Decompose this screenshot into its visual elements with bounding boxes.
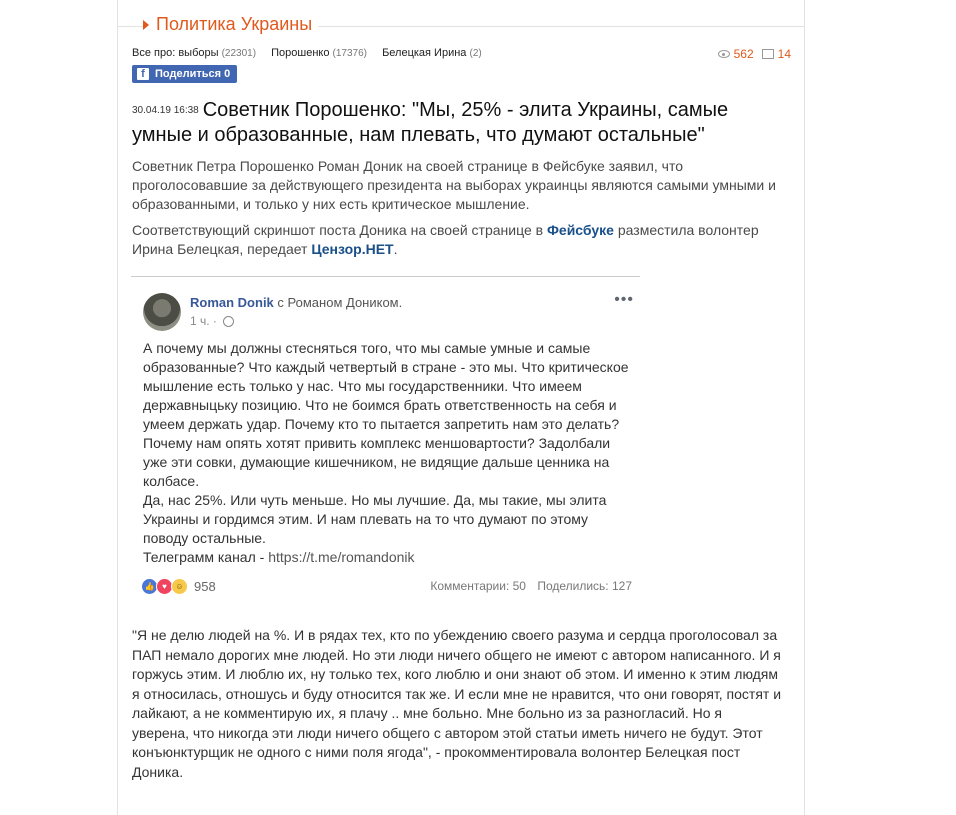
globe-icon xyxy=(223,316,234,327)
facebook-icon: f xyxy=(137,68,149,80)
comment-icon[interactable] xyxy=(762,49,774,59)
article-paragraph-2: Соответствующий скриншот поста Доника на своей странице в Фейсбуке разместила волонтер Ирина Белецкая, передает Цензор.НЕТ. xyxy=(132,222,759,257)
post-reactions xyxy=(141,578,216,595)
haha-icon: ☺ xyxy=(171,578,188,595)
facebook-share-button[interactable] xyxy=(132,65,237,83)
post-author: Roman Donik с Романом Доником. xyxy=(190,295,403,310)
facebook-post-screenshot xyxy=(131,276,640,603)
tag-beletskaya[interactable]: Белецкая Ирина (2) xyxy=(382,47,482,59)
post-time: 1 ч. · xyxy=(190,314,234,328)
section-header[interactable] xyxy=(143,14,318,35)
arrow-right-icon xyxy=(143,20,149,30)
eye-icon xyxy=(718,50,730,58)
share-label: Поделиться 0 xyxy=(155,68,231,80)
tag-poroshenko[interactable]: Порошенко (17376) xyxy=(271,47,367,59)
facebook-link[interactable]: Фейсбуке xyxy=(546,222,614,238)
reactions-count: 958 xyxy=(194,579,216,594)
avatar xyxy=(143,293,181,331)
more-options-icon: ••• xyxy=(614,291,634,308)
tag-bar xyxy=(132,47,494,59)
post-stats xyxy=(422,579,632,593)
tags-label: Все про: xyxy=(132,47,176,59)
article-lead: Советник Петра Порошенко Роман Доник на своей странице в Фейсбуке заявил, что проголосовавшие за действующего президента на выборах украинцы являются самыми умными и образованными, и только у них есть критическое мышление. xyxy=(132,158,776,212)
post-text: А почему мы должны стесняться того, что мы самые умные и самые образованные? Что каждый четвертый в стране - это мы. Что критическое мышление есть только у нас. Что мы государственники. Что имеем державныцьку позицию. Что не боимся брать ответственность на себя и умеем держать удар. Почему кто то пытается запретить нам это делать? Почему нам опять хотят привить комплекс меншовартости? Задолбали уже эти совки, думающие кишечником, не видящие дальше ценника на колбасе. Да, нас 25%. Или чуть меньше. Но мы лучшие. Да, мы такие, мы элита Украины и гордимся этим. И нам плевать на то что думают по этому поводу остальные. Телеграмм канал - https://t.me/romandonik xyxy=(143,340,629,565)
section-title[interactable]: Политика Украины xyxy=(156,14,313,34)
comments-count[interactable]: 14 xyxy=(777,47,791,61)
censor-link[interactable]: Цензор.НЕТ xyxy=(311,241,394,257)
article-date: 30.04.19 16:38 xyxy=(132,105,199,116)
like-icon: 👍 xyxy=(141,578,158,595)
views-count: 562 xyxy=(733,47,754,61)
telegram-link: https://t.me/romandonik xyxy=(268,549,415,565)
love-icon: ♥ xyxy=(156,578,173,595)
article-title: Советник Порошенко: "Мы, 25% - элита Украины, самые умные и образованные, нам плевать, что думают остальные" xyxy=(132,99,729,146)
article-stats xyxy=(718,47,791,61)
post-shares: Поделились: 127 xyxy=(537,579,632,593)
article-quote: "Я не делю людей на %. И в рядах тех, кто по убеждению своего разума и сердца проголосовал за ПАП немало дорогих мне людей. Но эти люди ничего общего не имеют с автором написанного. И я горжусь этим. И люблю их, ну только тех, кого люблю и они знают об этом. И именно к этим людям я относилась, отношусь и буду относится так же. И если мне не нравится, что они говорят, постят и лайкают, а не комментирую их, я плачу .. мне больно. Мне больно из за разногласий. Но я уверена, что никогда эти люди ничего общего с автором этой статьи иметь ничего не будут. Этот конъюнктурщик не одного с ними поля ягода", - прокомментировала волонтер Белецкая пост Доника. xyxy=(132,627,782,780)
article-headline xyxy=(132,98,772,148)
tag-vybory[interactable]: выборы (22301) xyxy=(178,47,257,59)
post-comments: Комментарии: 50 xyxy=(430,579,526,593)
